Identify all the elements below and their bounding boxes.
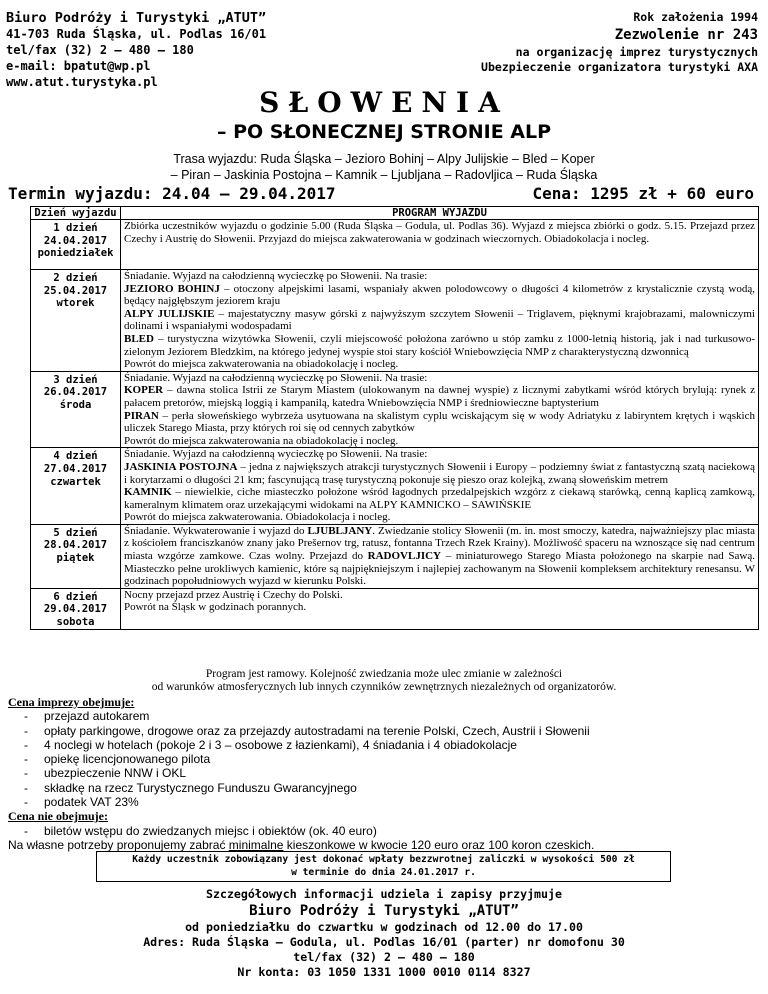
sight-item xyxy=(124,308,755,333)
sight-item xyxy=(124,283,755,308)
sight-desc: – niewielkie, ciche miasteczko położone wśród łagodnych przedalpejskich wzgórz z ciekawą starówką, cenną kaplicą zamkową, kameralnym klimatem oraz urzekającymi widokami na ALPY KAMNICKO – SAWIŃSKIE xyxy=(124,486,755,511)
sight-item xyxy=(124,384,755,409)
trip-term: Termin wyjazdu: 24.04 – 29.04.2017 xyxy=(8,184,336,203)
sight-desc: – dawna stolica Istrii ze Starym Miastem (ulokowanym na dawnej wyspie) z licznymi zabytkami wśród których brylują: rynek z pałacem pretorów, miejską loggią i kampanilą, katedra Wniebowzięcia NMP i średniowieczne baptysterium xyxy=(124,384,755,409)
day-cell xyxy=(31,220,121,270)
program-day-row xyxy=(31,448,759,525)
deposit-line-1: Każdy uczestnik zobowiązany jest dokonać wpłaty bezzwrotnej zaliczki w wysokości 500 zł xyxy=(132,854,635,865)
day-weekday: czwartek xyxy=(50,475,101,488)
day-cell xyxy=(31,524,121,588)
sight-name: KOPER xyxy=(124,384,164,397)
day6-line-1: Nocny przejazd przez Austrię i Czechy do Polski. xyxy=(124,588,343,601)
trip-price: Cena: 1295 zł + 60 euro xyxy=(532,184,754,203)
program-day-row xyxy=(31,220,759,270)
day-date: 25.04.2017 xyxy=(43,284,108,297)
program-day-row xyxy=(31,524,759,588)
day-cell xyxy=(31,270,121,372)
day-date: 26.04.2017 xyxy=(43,386,108,399)
includes-item: - ubezpieczenie NNW i OKL xyxy=(8,766,758,780)
day-program xyxy=(121,448,759,525)
pocket-underlined: minimalne xyxy=(228,837,284,852)
day-number: 3 dzień xyxy=(53,373,98,386)
excludes-item: - biletów wstępu do zwiedzanych miejsc i obiektów (ok. 40 euro) xyxy=(8,824,758,838)
includes-item: - przejazd autokarem xyxy=(8,709,758,723)
sight-name: BLED xyxy=(124,332,154,345)
includes-item: - opłaty parkingowe, drogowe oraz za przejazdy autostradami na terenie Polski, Czech, Austrii i Słowenii xyxy=(8,724,758,738)
day-date: 29.04.2017 xyxy=(43,603,108,616)
program-day-row xyxy=(31,371,759,448)
day-outro: Powrót do miejsca zakwaterowania na obiadokolację i nocleg. xyxy=(124,358,399,371)
day-number: 4 dzień xyxy=(53,450,98,463)
deposit-line-2: w terminie do dnia 24.01.2017 r. xyxy=(291,867,476,878)
deposit-notice xyxy=(96,851,671,882)
day-number: 5 dzień xyxy=(53,526,98,539)
sight-item xyxy=(124,410,755,435)
letterhead xyxy=(6,10,758,90)
day-date: 28.04.2017 xyxy=(43,539,108,552)
program-notes xyxy=(0,668,768,694)
day-program xyxy=(121,371,759,448)
footer-company-name: Biuro Podróży i Turystyki „ATUT” xyxy=(249,903,519,919)
footer-intro: Szczegółowych informacji udziela i zapisy przyjmuje xyxy=(206,887,562,901)
day-number: 2 dzień xyxy=(53,272,98,284)
day-weekday: wtorek xyxy=(56,297,95,310)
sight-name: JASKINIA POSTOJNA xyxy=(124,460,238,473)
day-outro: Powrót do miejsca zakwaterowania. Obiadokolacja i nocleg. xyxy=(124,511,391,524)
day-weekday: poniedziałek xyxy=(37,247,114,260)
day-cell xyxy=(31,371,121,448)
program-day-row xyxy=(31,588,759,629)
day-cell xyxy=(31,588,121,629)
sight-name: ALPY JULIJSKIE xyxy=(124,307,215,320)
day-program xyxy=(121,524,759,588)
permit-number: Zezwolenie nr 243 xyxy=(614,27,758,43)
day-weekday: piątek xyxy=(56,552,95,565)
col-header-day: Dzień wyjazdu xyxy=(31,207,121,220)
company-email: e-mail: bpatut@wp.pl xyxy=(6,59,151,73)
day-date: 24.04.2017 xyxy=(43,234,108,247)
sight-item xyxy=(124,461,755,486)
sight-desc: – turystyczna wizytówka Słowenii, czyli miejscowość położona zarówno u stóp zamku z 1000-letnią historią, jak i nad turkusowo-zielonym Jeziorem Bledzkim, na którego jedynej wyspie stoi stary kościół Wniebowzięcia NMP z charakterystyczną dzwonnicą xyxy=(124,332,755,358)
sight-desc: – majestatyczny masyw górski z najwyższym szczytem Słowenii – Triglavem, pięknymi krajobrazami, malowniczymi dolinami i wspaniałymi wodospadami xyxy=(124,307,755,333)
program-table xyxy=(30,206,759,630)
note-line-1: Program jest ramowy. Kolejność zwiedzania może ulec zmianie w zależności xyxy=(205,668,563,680)
footer-address: Adres: Ruda Śląska – Godula, ul. Podlas 16/01 (parter) nr domofonu 30 xyxy=(143,935,625,949)
day5-text-1: Śniadanie. Wykwaterowanie i wyjazd do xyxy=(124,524,308,537)
day-intro: Śniadanie. Wyjazd na całodzienną wycieczkę po Słowenii. Na trasie: xyxy=(124,371,428,384)
permit-description: na organizację imprez turystycznych xyxy=(515,45,758,59)
company-telfax: tel/fax (32) 2 – 480 – 180 xyxy=(6,43,194,57)
day5-text-3: – miniaturowego Starego Miasta położonego na skarpie nad Sawą. Miasteczko pełne urokliwych kamienic, które są najpiękniejszym i najlepiej zachowanym na Słowenii kompleksem architektury renesansu. W godzinach popołudniowych wyjazd w kierunku Polski. xyxy=(124,550,755,588)
sight-desc: – perła słoweńskiego wybrzeża usytuowana na skalistym cyplu wciskającym się w wody Adriatyku z labiryntem krętych i wąskich uliczek Starego Miasta, przy których roi się od cennych zabytków xyxy=(124,409,755,435)
sight-name: PIRAN xyxy=(124,409,159,422)
includes-item: - 4 noclegi w hotelach (pokoje 2 i 3 – osobowe z łazienkami), 4 śniadania i 4 obiadokolacje xyxy=(8,738,758,752)
city-radovljica: RADOVLJICY xyxy=(367,550,441,563)
footer-telfax: tel/fax (32) 2 – 480 – 180 xyxy=(293,950,475,964)
sight-name: JEZIORO BOHINJ xyxy=(124,282,220,295)
day-cell xyxy=(31,448,121,525)
route-line-2: – Piran – Jaskinia Postojna – Kamnik – Ljubljana – Radovljica – Ruda Śląska xyxy=(170,168,598,182)
term-price-line xyxy=(8,184,754,206)
contact-footer xyxy=(0,887,768,980)
day-number: 1 dzień xyxy=(53,222,98,234)
insurance-info: Ubezpieczenie organizatora turystyki AXA xyxy=(481,60,758,74)
includes-item: - składkę na rzecz Turystycznego Funduszu Gwarancyjnego xyxy=(8,781,758,795)
day-weekday: środa xyxy=(59,398,92,411)
note-line-2: od warunków atmosferycznych lub innych czynników zewnętrznych niezależnych od organizatorów. xyxy=(151,681,617,693)
includes-heading: Cena imprezy obejmuje: xyxy=(8,695,135,709)
company-website: www.atut.turystyka.pl xyxy=(6,75,158,89)
day-date: 27.04.2017 xyxy=(43,462,108,475)
day-number: 6 dzień xyxy=(53,590,98,603)
company-info xyxy=(6,10,266,90)
excludes-heading: Cena nie obejmuje: xyxy=(8,809,108,824)
day-program xyxy=(121,270,759,372)
city-ljubljana: LJUBLJANY xyxy=(307,524,373,537)
sight-item xyxy=(124,486,755,511)
price-terms xyxy=(8,695,758,852)
company-name: Biuro Podróży i Turystyki „ATUT” xyxy=(6,10,267,26)
sight-item xyxy=(124,333,755,358)
page-title: SŁOWENIA xyxy=(259,86,509,119)
company-address: 41-703 Ruda Śląska, ul. Podlas 16/01 xyxy=(6,27,267,41)
page-subtitle: – PO SŁONECZNEJ STRONIE ALP xyxy=(216,121,552,143)
day5-text-2: . Zwiedzanie stolicy Słowenii (m. in. most smoczy, katedra, najważniejszy plac miasta z kościołem franciszkanów znany jako Prešernov trg, ratusz, fontanna Trzech Rzek Krainy). Możliwość spaceru na wznoszące się nad centrum miasta wzgórze zamkowe. Czas wolny. Przejazd do xyxy=(124,524,755,563)
sight-name: KAMNIK xyxy=(124,486,172,499)
program-day-row xyxy=(31,270,759,372)
day-outro: Powrót do miejsca zakwaterowania na obiadokolację i nocleg. xyxy=(124,434,399,447)
includes-item: - podatek VAT 23% xyxy=(8,795,758,809)
footer-hours: od poniedziałku do czwartku w godzinach od 12.00 do 17.00 xyxy=(185,920,583,934)
pocket-text-2: kieszonkowe w kwocie 120 euro oraz 100 koron czeskich. xyxy=(283,837,595,852)
sight-desc: – otoczony alpejskimi lasami, wspaniały akwen polodowcowy o długości 4 kilometrów z krystalicznie czystą wodą, będący najgłębszym jeziorem kraju xyxy=(124,282,755,308)
day-program: Zbiórka uczestników wyjazdu o godzinie 5.00 (Ruda Śląska – Godula, ul. Podlas 36). Wyjazd z miejsca zbiórki o godz. 5.15. Przejazd przez Czechy i Austrię do Słowenii. Przyjazd do miejsca zakwaterowania w godzinach wieczornych. Obiadokolacja i nocleg. xyxy=(121,220,759,270)
day-weekday: sobota xyxy=(56,616,95,629)
program-header-row xyxy=(31,207,759,220)
company-credentials xyxy=(481,10,758,75)
col-header-program: PROGRAM WYJAZDU xyxy=(121,207,759,220)
footer-account: Nr konta: 03 1050 1331 1000 0010 0114 8327 xyxy=(237,965,531,979)
founded-year: Rok założenia 1994 xyxy=(633,10,758,24)
pocket-text-1: Na własne potrzeby proponujemy zabrać xyxy=(8,837,229,852)
day-program xyxy=(121,588,759,629)
includes-item: - opiekę licencjonowanego pilota xyxy=(8,752,758,766)
sight-desc: – jedna z największych atrakcji turystycznych Słowenii i Europy – podziemny świat z fantastyczną szatą naciekową i korytarzami o długości 21 km; fascynującą trasę turystyczną pokonuje się pieszo oraz kolejką, zwaną słoweńskim metrem xyxy=(124,460,756,486)
day6-line-2: Powrót na Śląsk w godzinach porannych. xyxy=(124,601,307,614)
route-line-1: Trasa wyjazdu: Ruda Śląska – Jezioro Bohinj – Alpy Julijskie – Bled – Koper xyxy=(173,152,595,166)
day-intro: Śniadanie. Wyjazd na całodzienną wycieczkę po Słowenii. Na trasie: xyxy=(124,270,428,282)
day-intro: Śniadanie. Wyjazd na całodzienną wycieczkę po Słowenii. Na trasie: xyxy=(124,448,428,461)
route xyxy=(0,151,768,183)
